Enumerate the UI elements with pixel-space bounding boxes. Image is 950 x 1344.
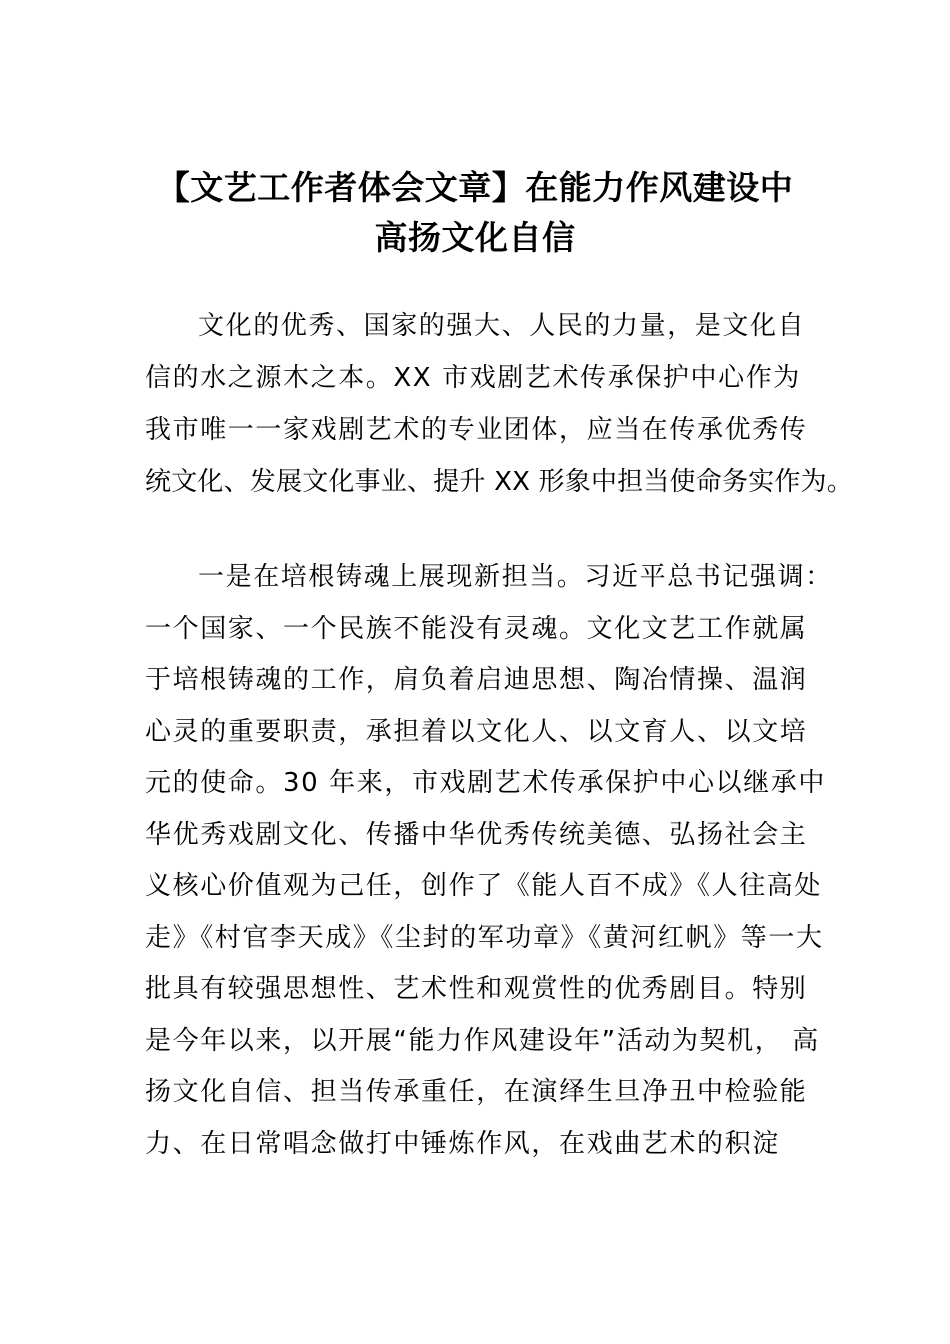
paragraph-line: 华优秀戏剧文化、传播中华优秀传统美德、弘扬社会主: [145, 820, 808, 850]
paragraph-line: 力、在日常唱念做打中锤炼作风，在戏曲艺术的积淀: [145, 1129, 780, 1159]
paragraph-line: 统文化、发展文化事业、提升 XX 形象中担当使命务实作为。: [145, 467, 853, 497]
paragraph-line: 是今年以来，以开展“能力作风建设年”活动为契机， 高: [145, 1026, 820, 1056]
paragraph-line: 元的使命。30 年来，市戏剧艺术传承保护中心以继承中: [145, 768, 826, 798]
paragraph-line: 心灵的重要职责，承担着以文化人、以文育人、以文培: [145, 717, 808, 747]
paragraph-line: 一个国家、一个民族不能没有灵魂。文化文艺工作就属: [145, 614, 808, 644]
paragraph-line: 信的水之源木之本。XX 市戏剧艺术传承保护中心作为: [145, 363, 801, 393]
paragraph-line: 文化的优秀、国家的强大、人民的力量，是文化自: [198, 311, 806, 341]
paragraph-line: 于培根铸魂的工作，肩负着启迪思想、陶冶情操、温润: [145, 665, 808, 695]
paragraph-line: 义核心价值观为己任，创作了《能人百不成》《人往高处: [145, 871, 823, 901]
paragraph-line: 我市唯一一家戏剧艺术的专业团体，应当在传承优秀传: [145, 415, 808, 445]
paragraph-line: 一是在培根铸魂上展现新担当。习近平总书记强调：: [198, 562, 833, 592]
document-title-line-2: 高扬文化自信: [374, 218, 576, 257]
paragraph-line: 走》《村官李天成》《尘封的军功章》《黄河红帆》等一大: [145, 923, 824, 953]
paragraph-line: 批具有较强思想性、艺术性和观赏性的优秀剧目。特别: [145, 974, 808, 1004]
paragraph-line: 扬文化自信、担当传承重任，在演绎生旦净丑中检验能: [145, 1077, 808, 1107]
document-title-line-1: 【文艺工作者体会文章】在能力作风建设中: [156, 168, 794, 207]
